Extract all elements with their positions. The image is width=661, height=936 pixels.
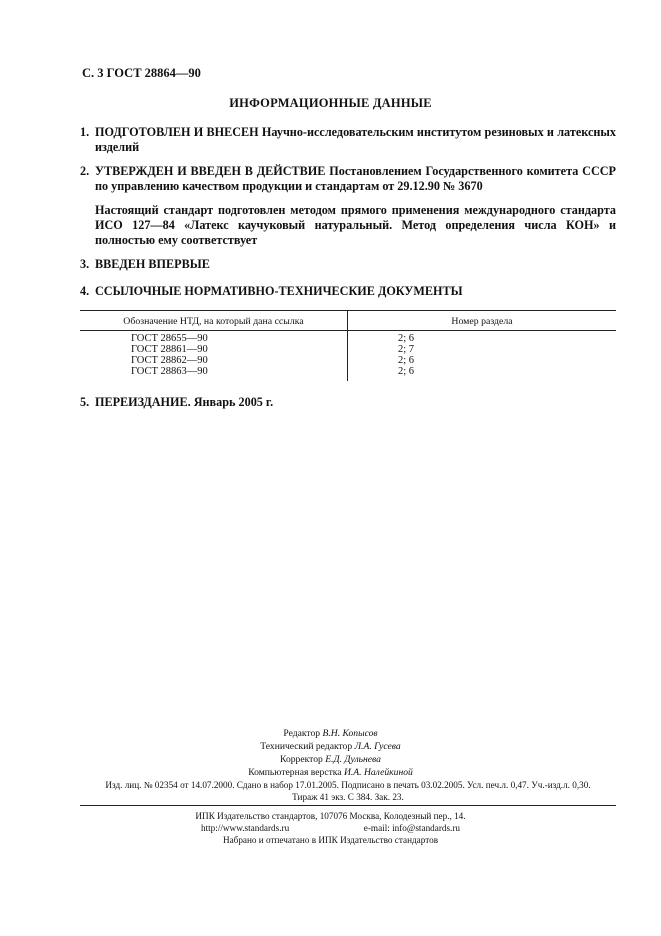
table-cell-section: 2; 6 xyxy=(398,333,415,344)
credit-name: И.А. Налейкиной xyxy=(343,767,413,778)
table-cell-section: 2; 6 xyxy=(398,355,415,366)
publisher-address: ИПК Издательство стандартов, 107076 Москва, Колодезный пер., 14. xyxy=(195,811,466,821)
conformity-paragraph: Настоящий стандарт подготовлен методом прямого применения международного стандарта ИСО 127—84 «Латекс каучуковый натуральный. Метод определения числа КОН» и полностью ему соответствует xyxy=(95,203,616,247)
table-cell-designation: ГОСТ 28862—90 xyxy=(131,355,208,366)
credit-line xyxy=(0,727,661,740)
section-text: Постановлением Государственного комитета СССР по управлению качеством продукции и стандартам от 29.12.90 № 3670 xyxy=(95,164,616,193)
section-number: 5. xyxy=(80,395,90,409)
section-lead: ВВЕДЕН ВПЕРВЫЕ xyxy=(95,257,210,271)
section-number: 2. xyxy=(80,164,90,178)
publisher-block xyxy=(0,810,661,846)
publisher-print-note: Набрано и отпечатано в ИПК Издательство стандартов xyxy=(222,835,439,845)
section-4 xyxy=(80,284,616,299)
editorial-credits xyxy=(0,727,661,779)
table-cell-designation: ГОСТ 28861—90 xyxy=(131,344,208,355)
imprint-divider xyxy=(80,805,616,806)
credit-line xyxy=(0,740,661,753)
section-number: 4. xyxy=(80,284,90,298)
credit-role: Компьютерная верстка xyxy=(248,767,342,778)
section-lead: ССЫЛОЧНЫЕ НОРМАТИВНО-ТЕХНИЧЕСКИЕ ДОКУМЕНТЫ xyxy=(95,284,463,298)
credit-name: Е.Д. Дульнева xyxy=(325,754,381,765)
table-header-section: Номер раздела xyxy=(451,316,513,327)
publisher-email: e-mail: info@standards.ru xyxy=(363,823,461,833)
section-text: Научно-исследовательским институтом резиновых и латексных изделий xyxy=(95,125,616,154)
section-3 xyxy=(80,257,616,272)
table-cell-designation: ГОСТ 28863—90 xyxy=(131,366,208,377)
credit-name: Л.А. Гусева xyxy=(354,741,401,752)
table-row xyxy=(80,366,616,377)
table-cell-section: 2; 7 xyxy=(398,344,415,355)
section-2 xyxy=(80,164,616,194)
table-header-designation: Обозначение НТД, на который дана ссылка xyxy=(123,316,304,327)
credit-line xyxy=(0,753,661,766)
imprint-line: Тираж 41 экз. С 384. Зак. 23. xyxy=(292,792,404,802)
credit-role: Корректор xyxy=(280,754,323,765)
table-top-rule xyxy=(80,310,616,311)
document-title: ИНФОРМАЦИОННЫЕ ДАННЫЕ xyxy=(229,96,432,110)
credit-line xyxy=(0,766,661,779)
table-cell-section: 2; 6 xyxy=(398,366,415,377)
section-5 xyxy=(80,395,616,410)
section-lead: ПОДГОТОВЛЕН И ВНЕСЕН xyxy=(95,125,259,139)
section-text: Январь 2005 г. xyxy=(193,395,274,409)
section-lead: УТВЕРЖДЕН И ВВЕДЕН В ДЕЙСТВИЕ xyxy=(95,164,326,178)
credit-role: Технический редактор xyxy=(260,741,353,752)
section-lead: ПЕРЕИЗДАНИЕ. xyxy=(95,395,191,409)
publisher-contacts xyxy=(0,822,661,834)
publisher-website: http://www.standards.ru xyxy=(200,823,290,833)
imprint-block xyxy=(80,779,616,803)
table-row xyxy=(80,355,616,366)
table-cell-designation: ГОСТ 28655—90 xyxy=(131,333,208,344)
table-row xyxy=(80,333,616,344)
credit-name: В.Н. Копысов xyxy=(322,728,378,739)
section-1 xyxy=(80,125,616,155)
table-header-rule xyxy=(80,330,616,331)
page-header: С. 3 ГОСТ 28864—90 xyxy=(82,66,201,80)
table-row xyxy=(80,344,616,355)
credit-role: Редактор xyxy=(283,728,321,739)
section-number: 1. xyxy=(80,125,90,139)
section-number: 3. xyxy=(80,257,90,271)
imprint-line: Изд. лиц. № 02354 от 14.07.2000. Сдано в набор 17.01.2005. Подписано в печать 03.02.2005. Усл. печ.л. 0,47. Уч.-изд.л. 0,30. xyxy=(105,780,591,790)
